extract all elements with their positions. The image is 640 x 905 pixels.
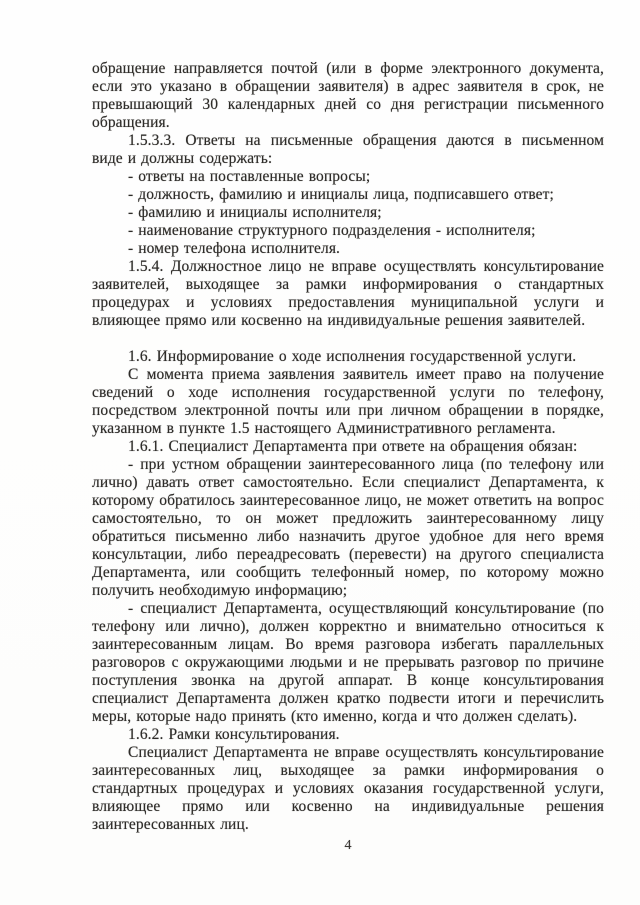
paragraph: - номер телефона исполнителя.	[128, 240, 341, 257]
document-text	[92, 60, 604, 834]
paragraph: 1.6.1. Специалист Департамента при ответе на обращения обязан:	[128, 438, 578, 455]
paragraph: - должность, фамилию и инициалы лица, подписавшего ответ;	[128, 186, 554, 203]
paragraph: - фамилию и инициалы исполнителя;	[128, 204, 382, 221]
paragraph: 1.5.4. Должностное лицо не вправе осуществлять консультирование заявителей, выходящее за рамки информирования о стандартных процедурах и условиях предоставления муниципальной услуги и влияющее прямо или косвенно на индивидуальные решения заявителей.	[92, 258, 604, 329]
paragraph: 1.6.2. Рамки консультирования.	[128, 726, 340, 743]
page-number: 4	[344, 838, 352, 853]
paragraph: 1.6. Информирование о ходе исполнения государственной услуги.	[128, 348, 577, 365]
paragraph: - наименование структурного подразделения - исполнителя;	[128, 222, 536, 239]
paragraph: Специалист Департамента не вправе осуществлять консультирование заинтересованных лиц, выходящее за рамки информирования о стандартных процедурах и условиях оказания государственной услуги, влияющее прямо или косвенно на индивидуальные решения заинтересованных лиц.	[92, 744, 604, 833]
paragraph: - ответы на поставленные вопросы;	[128, 168, 371, 185]
paragraph: обращение направляется почтой (или в форме электронного документа, если это указано в обращении заявителя) в адрес заявителя в срок, не превышающий 30 календарных дней со дня регистрации письменного обращения.	[92, 60, 604, 131]
paragraph: С момента приема заявления заявитель имеет право на получение сведений о ходе исполнения государственной услуги по телефону, посредством электронной почты или при личном обращении в порядке, указанном в пункте 1.5 настоящего Административного регламента.	[92, 366, 604, 437]
paragraph: 1.5.3.3. Ответы на письменные обращения даются в письменном виде и должны содержать:	[92, 132, 604, 167]
paragraph: - при устном обращении заинтересованного лица (по телефону или лично) давать ответ самостоятельно. Если специалист Департамента, к которому обратилось заинтересованное лицо, не может ответить на вопрос самостоятельно, то он может предложить заинтересованному лицу обратиться письменно либо назначить другое удобное для него время консультации, либо переадресовать (перевести) на другого специалиста Департамента, или сообщить телефонный номер, по которому можно получить необходимую информацию;	[92, 456, 604, 599]
paragraph: - специалист Департамента, осуществляющий консультирование (по телефону или лично), должен корректно и внимательно относиться к заинтересованным лицам. Во время разговора избегать параллельных разговоров с окружающими людьми и не прерывать разговор по причине поступления звонка на другой аппарат. В конце консультирования специалист Департамента должен кратко подвести итоги и перечислить меры, которые надо принять (кто именно, когда и что должен сделать).	[92, 600, 604, 725]
